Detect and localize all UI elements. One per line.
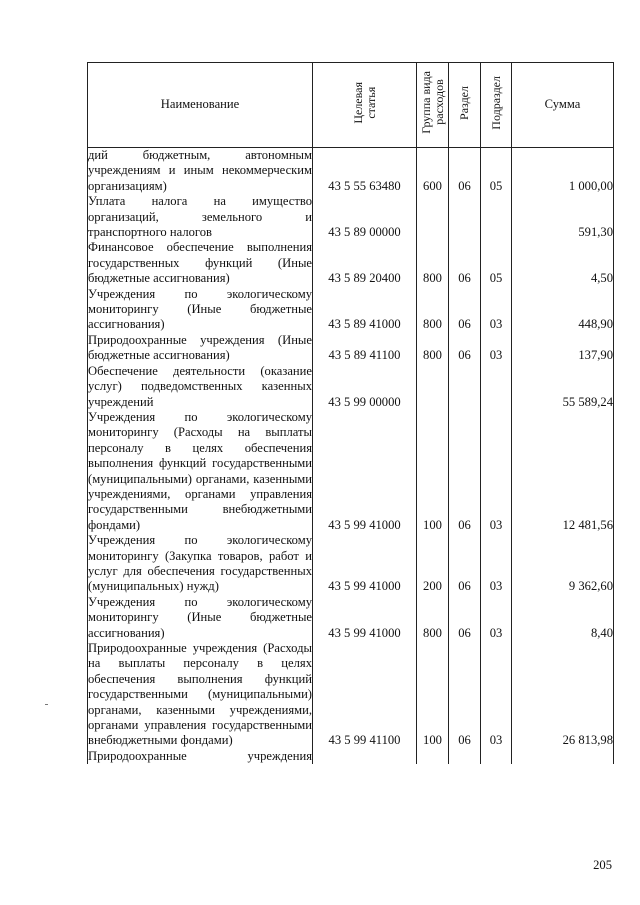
row-section: 06 bbox=[449, 410, 481, 533]
row-sum: 591,30 bbox=[512, 194, 614, 240]
row-target-item: 43 5 99 41000 bbox=[313, 410, 417, 533]
scan-speck bbox=[45, 704, 48, 705]
row-subsection: 05 bbox=[481, 240, 512, 286]
row-section: 06 bbox=[449, 148, 481, 195]
row-section: 06 bbox=[449, 287, 481, 333]
row-subsection: 03 bbox=[481, 333, 512, 364]
table-row bbox=[88, 333, 614, 364]
row-section bbox=[449, 364, 481, 410]
row-target-item bbox=[313, 749, 417, 764]
row-subsection: 03 bbox=[481, 410, 512, 533]
row-subsection bbox=[481, 749, 512, 764]
row-subsection: 05 bbox=[481, 148, 512, 195]
row-expense-group: 600 bbox=[417, 148, 449, 195]
table-row bbox=[88, 287, 614, 333]
row-expense-group: 800 bbox=[417, 240, 449, 286]
row-name: дий бюджетным, автономным учреждениям и иным некоммерческим организациям) bbox=[88, 148, 312, 193]
table-row bbox=[88, 749, 614, 764]
row-expense-group: 200 bbox=[417, 533, 449, 595]
row-subsection: 03 bbox=[481, 595, 512, 641]
row-name: Учреждения по экологическому мониторингу (Иные бюджетные ассигнования) bbox=[88, 286, 312, 332]
row-sum: 26 813,98 bbox=[512, 641, 614, 749]
row-target-item: 43 5 89 41100 bbox=[313, 333, 417, 364]
row-sum: 12 481,56 bbox=[512, 410, 614, 533]
row-target-item: 43 5 89 20400 bbox=[313, 240, 417, 286]
row-expense-group bbox=[417, 194, 449, 240]
row-name: Учреждения по экологическому мониторингу (Расходы на выплаты персоналу в целях обеспечения выполнения функций государственными (муниципальными) органами, казенными учреждениями, органами управления государственными внебюджетными фондами) bbox=[88, 409, 312, 532]
row-name: Учреждения по экологическому мониторингу (Иные бюджетные ассигнования) bbox=[88, 594, 312, 640]
row-target-item: 43 5 55 63480 bbox=[313, 148, 417, 195]
row-sum bbox=[512, 749, 614, 764]
row-section: 06 bbox=[449, 641, 481, 749]
row-section: 06 bbox=[449, 240, 481, 286]
row-name: Природоохранные учреждения bbox=[88, 748, 312, 763]
row-name: Обеспечение деятельности (оказание услуг) подведомственных казенных учреждений bbox=[88, 363, 312, 409]
table-row bbox=[88, 194, 614, 240]
table-row bbox=[88, 533, 614, 595]
page-number: 205 bbox=[593, 858, 612, 872]
header-expense-group: Группа вида расходов bbox=[417, 63, 449, 148]
row-subsection bbox=[481, 364, 512, 410]
row-target-item: 43 5 89 41000 bbox=[313, 287, 417, 333]
row-subsection: 03 bbox=[481, 641, 512, 749]
row-subsection: 03 bbox=[481, 287, 512, 333]
row-sum: 55 589,24 bbox=[512, 364, 614, 410]
row-expense-group bbox=[417, 364, 449, 410]
header-section: Раздел bbox=[449, 63, 481, 148]
header-target-item: Целевая статья bbox=[313, 63, 417, 148]
header-sum: Сумма bbox=[512, 63, 614, 148]
table-row bbox=[88, 595, 614, 641]
row-name: Учреждения по экологическому мониторингу (Закупка товаров, работ и услуг для обеспечения государственных (муниципальных) нужд) bbox=[88, 533, 312, 594]
row-target-item: 43 5 89 00000 bbox=[313, 194, 417, 240]
table-row bbox=[88, 148, 614, 195]
table-row bbox=[88, 240, 614, 286]
row-sum: 4,50 bbox=[512, 240, 614, 286]
row-sum: 137,90 bbox=[512, 333, 614, 364]
header-subsection: Подраздел bbox=[481, 63, 512, 148]
row-expense-group bbox=[417, 749, 449, 764]
row-sum: 448,90 bbox=[512, 287, 614, 333]
row-target-item: 43 5 99 41000 bbox=[313, 533, 417, 595]
table-row bbox=[88, 364, 614, 410]
table-header-row bbox=[88, 63, 614, 148]
table-row bbox=[88, 410, 614, 533]
row-subsection bbox=[481, 194, 512, 240]
row-sum: 1 000,00 bbox=[512, 148, 614, 195]
row-section bbox=[449, 194, 481, 240]
row-name: Уплата налога на имущество организаций, земельного и транспортного налогов bbox=[88, 194, 312, 240]
row-sum: 9 362,60 bbox=[512, 533, 614, 595]
row-name: Природоохранные учреждения (Расходы на выплаты персоналу в целях обеспечения выполнения функций государственными (муниципальными) органами, казенными учреждениями, органами управления государственными внебюджетными фондами) bbox=[88, 641, 312, 748]
row-expense-group: 100 bbox=[417, 641, 449, 749]
row-target-item: 43 5 99 41100 bbox=[313, 641, 417, 749]
budget-table bbox=[87, 62, 614, 764]
row-section bbox=[449, 749, 481, 764]
row-section: 06 bbox=[449, 595, 481, 641]
row-expense-group: 100 bbox=[417, 410, 449, 533]
header-name: Наименование bbox=[88, 63, 313, 148]
row-target-item: 43 5 99 00000 bbox=[313, 364, 417, 410]
row-section: 06 bbox=[449, 533, 481, 595]
row-section: 06 bbox=[449, 333, 481, 364]
row-expense-group: 800 bbox=[417, 333, 449, 364]
row-expense-group: 800 bbox=[417, 287, 449, 333]
row-name: Природоохранные учреждения (Иные бюджетные ассигнования) bbox=[88, 332, 312, 363]
row-expense-group: 800 bbox=[417, 595, 449, 641]
table-row bbox=[88, 641, 614, 749]
row-name: Финансовое обеспечение выполнения государственных функций (Иные бюджетные ассигнования) bbox=[88, 240, 312, 286]
row-target-item: 43 5 99 41000 bbox=[313, 595, 417, 641]
row-sum: 8,40 bbox=[512, 595, 614, 641]
row-subsection: 03 bbox=[481, 533, 512, 595]
